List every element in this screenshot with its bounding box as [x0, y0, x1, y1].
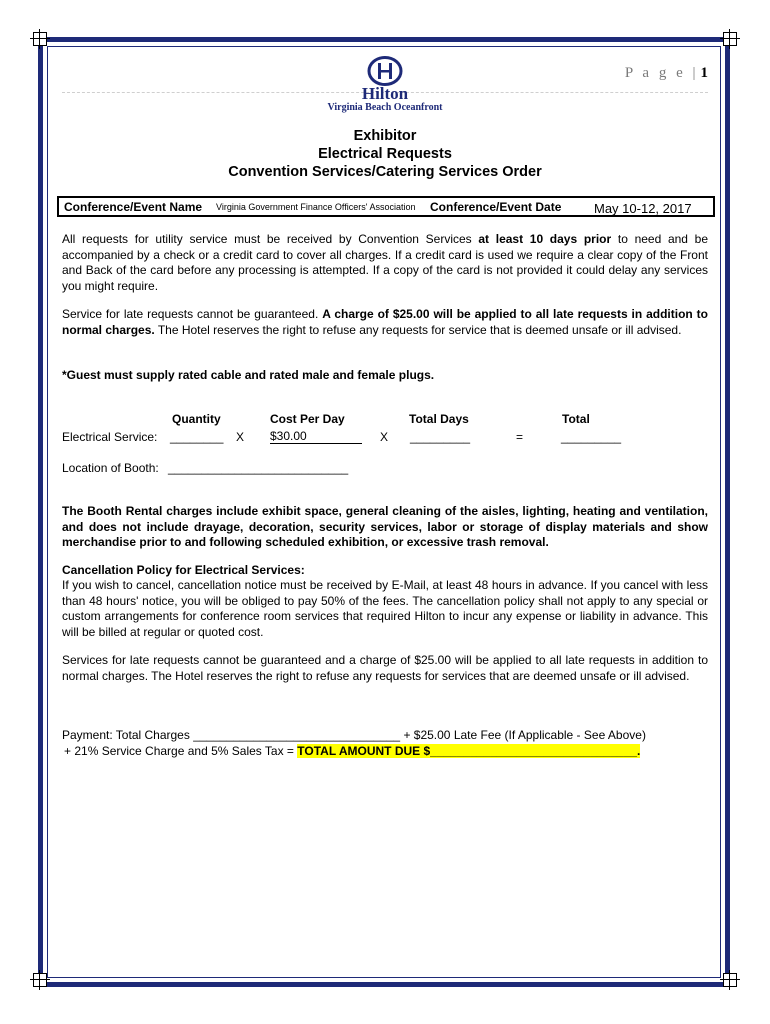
late-fee-note: + $25.00 Late Fee (If Applicable - See Above)	[403, 728, 646, 742]
late-text-bold: A charge of $25.00 will be applied to all late requests in addition to normal charges.	[62, 307, 708, 337]
utility-request-paragraph	[62, 232, 708, 294]
service-charge-note: + 21% Service Charge and 5% Sales Tax =	[64, 744, 294, 758]
hilton-logo	[310, 56, 460, 114]
page-number-value: 1	[700, 65, 708, 81]
page-label: P a g e |	[624, 65, 699, 81]
late-text-b: The Hotel reserves the right to refuse any requests for service that is deemed unsafe or ill advised.	[154, 322, 682, 337]
logo-wordmark: Hilton	[361, 84, 409, 103]
col-header-days: Total Days	[409, 412, 469, 426]
late-request-paragraph	[62, 307, 708, 338]
corner-ornament-bottom-left	[33, 973, 47, 987]
booth-location-field[interactable]: ___________________________	[168, 461, 349, 475]
guest-supply-note: *Guest must supply rated cable and rated male and female plugs.	[62, 368, 435, 382]
corner-ornament-top-right	[723, 32, 737, 46]
col-header-cost: Cost Per Day	[270, 412, 345, 426]
col-header-quantity: Quantity	[172, 412, 221, 426]
intro-text-a: All requests for utility service must be received by Convention Services	[62, 232, 479, 246]
equals-sign: =	[516, 430, 524, 444]
conference-date-label: Conference/Event Date	[430, 200, 562, 214]
booth-rental-paragraph: The Booth Rental charges include exhibit space, general cleaning of the aisles, lighting, heating and ventilation, and does not include drayage, decoration, security services, labor or storage of display materials and show merchandise prior to and following scheduled exhibition, or excessive trash removal.	[62, 504, 708, 549]
logo-subtitle: Virginia Beach Oceanfront	[327, 102, 443, 113]
payment-line-2	[64, 744, 640, 759]
col-header-total: Total	[562, 412, 590, 426]
page-number	[625, 65, 708, 82]
corner-ornament-bottom-right	[723, 973, 737, 987]
conference-info-box	[57, 196, 715, 217]
title-line-1: Exhibitor	[353, 128, 417, 144]
cancellation-body: If you wish to cancel, cancellation notice must be received by E-Mail, at least 48 hours in advance. If you cancel with less than 48 hours' notice, you will be obliged to pay 50% of the fees. The cancellation policy shall not apply to any special or custom arrangements for conference room services that required Hilton to incur any expense or liability in advance. This will be billed at regular or quoted cost.	[62, 578, 708, 639]
conference-name-value[interactable]: Virginia Government Finance Officers' Association	[216, 202, 416, 212]
booth-location-label: Location of Booth:	[62, 461, 159, 475]
electrical-service-label: Electrical Service:	[62, 430, 158, 444]
total-charges-field[interactable]: _______________________________	[193, 728, 401, 742]
intro-text-b: to need and be accompanied by a check or a credit card to cover all charges. If a credit card is used we require a clear copy of the Front and Back of the card before any processing is attempted. If a copy of the card is not provided it could delay any services you might require.	[62, 232, 709, 293]
document-title	[62, 127, 708, 181]
cost-value-text: $30.00	[270, 429, 307, 443]
total-days-field[interactable]: _________	[410, 430, 471, 444]
cancellation-heading: Cancellation Policy for Electrical Services:	[62, 563, 305, 577]
payment-line-1	[62, 728, 646, 743]
late-text-a: Service for late requests cannot be guaranteed.	[62, 307, 323, 321]
title-line-3: Convention Services/Catering Services Order	[228, 164, 542, 180]
total-field[interactable]: _________	[561, 430, 622, 444]
payment-label: Payment: Total Charges	[62, 728, 190, 742]
corner-ornament-top-left	[33, 32, 47, 46]
hilton-emblem-icon	[367, 56, 403, 86]
total-amount-due-field[interactable]: TOTAL AMOUNT DUE $_______________________________.	[297, 744, 641, 758]
times-sign-2: X	[380, 430, 389, 444]
late-services-paragraph: Services for late requests cannot be guaranteed and a charge of $25.00 will be applied to all late requests in addition to normal charges. The Hotel reserves the right to refuse any requests for services that are deemed unsafe or ill advised.	[62, 653, 708, 683]
intro-text-bold: at least 10 days prior	[478, 232, 612, 246]
conference-name-label: Conference/Event Name	[64, 200, 203, 214]
title-line-2: Electrical Requests	[318, 146, 452, 162]
quantity-field[interactable]: ________	[170, 430, 224, 444]
cost-per-day-value	[270, 430, 362, 444]
conference-date-value[interactable]: May 10-12, 2017	[594, 201, 692, 216]
times-sign-1: X	[236, 430, 245, 444]
